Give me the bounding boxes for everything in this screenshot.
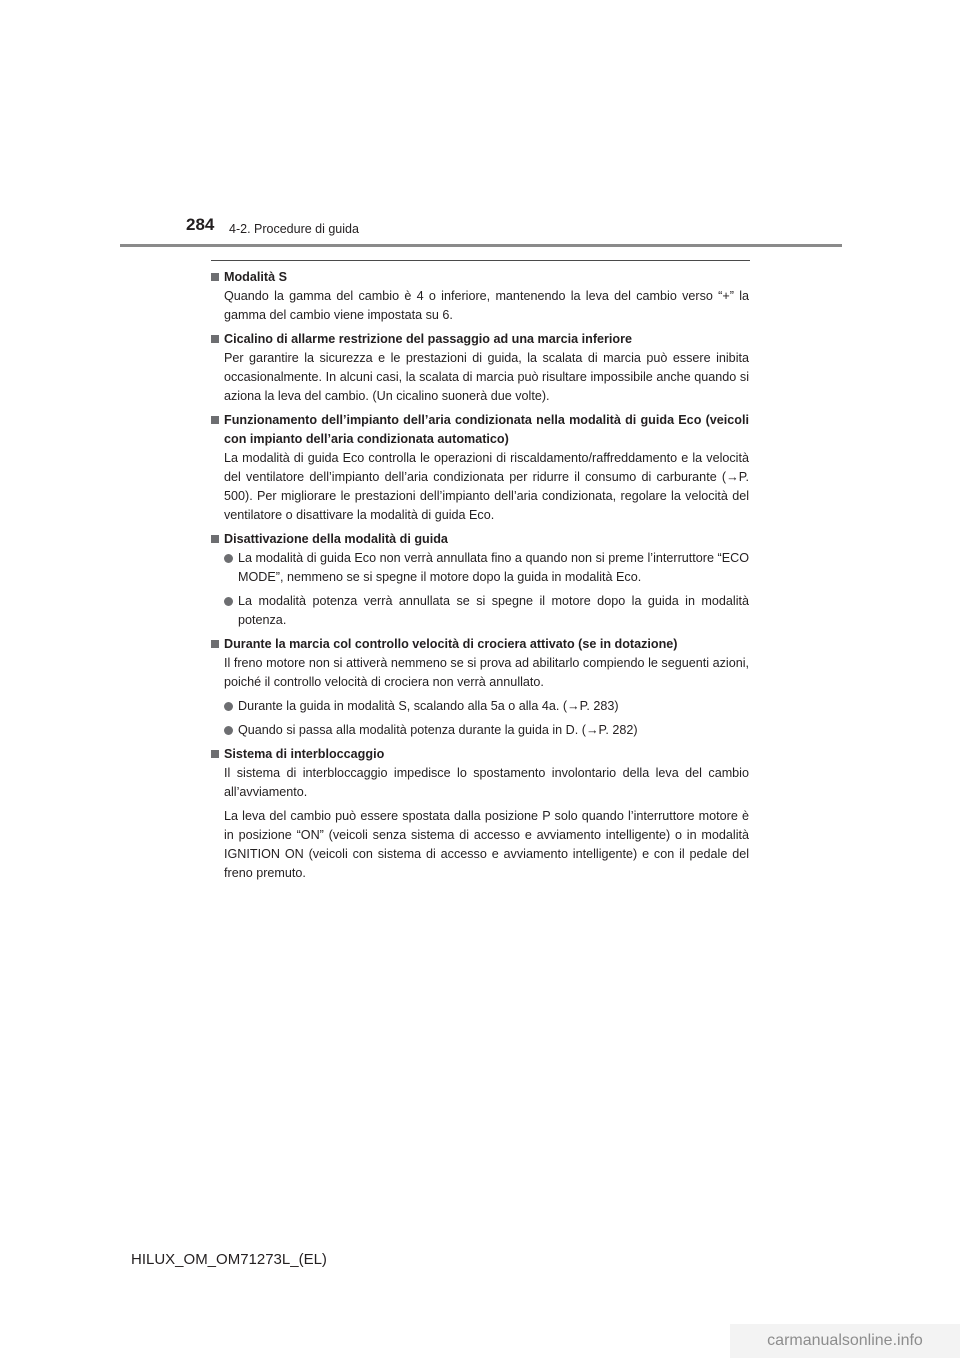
section-rule <box>211 260 750 261</box>
square-bullet-icon <box>211 335 219 343</box>
chapter-title: 4-2. Procedure di guida <box>229 222 359 236</box>
paragraph: Per garantire la sicurezza e le prestazioni di guida, la scalata di marcia può essere inibita occasionalmente. In alcuni casi, la scalata di marcia può risultare impossibile anche quando si aziona la leva del cambio. (Un cicalino suonerà due volte). <box>224 351 749 403</box>
section-modalita-s <box>211 268 749 325</box>
footer-doc-code: HILUX_OM_OM71273L_(EL) <box>131 1251 327 1268</box>
round-bullet-icon <box>224 554 233 563</box>
square-bullet-icon <box>211 416 219 424</box>
section-title: Sistema di interbloccaggio <box>224 747 385 761</box>
list-item-text: Quando si passa alla modalità potenza durante la guida in D. (→P. 282) <box>238 723 638 737</box>
square-bullet-icon <box>211 535 219 543</box>
section-sistema-interbloccaggio <box>211 745 749 883</box>
square-bullet-icon <box>211 640 219 648</box>
section-title: Funzionamento dell’impianto dell’aria condizionata nella modalità di guida Eco (veicoli con impianto dell’aria condizionata automatico) <box>224 413 749 446</box>
paragraph: La leva del cambio può essere spostata dalla posizione P solo quando l’interruttore motore è in posizione “ON” (veicoli senza sistema di accesso e avviamento intelligente) o in modalità IGNITION ON (veicoli con sistema di accesso e avviamento intelligente) e con il pedale del freno premuto. <box>224 809 749 880</box>
section-cicalino-allarme <box>211 330 749 406</box>
section-aria-condizionata-eco <box>211 411 749 525</box>
paragraph: Quando la gamma del cambio è 4 o inferiore, mantenendo la leva del cambio verso “+” la gamma del cambio viene impostata su 6. <box>224 289 749 322</box>
paragraph: La modalità di guida Eco controlla le operazioni di riscaldamento/raffreddamento e la velocità del ventilatore dell’impianto dell’aria condizionata per ridurre il consumo di carburante (→P. 500). Per migliorare le prestazioni dell’impianto dell’aria condizionata, regolare la velocità del ventilatore o disattivare la modalità di guida Eco. <box>224 451 749 522</box>
list-item <box>224 721 749 740</box>
watermark[interactable]: carmanualsonline.info <box>730 1324 960 1358</box>
section-controllo-velocita-crociera <box>211 635 749 740</box>
list-item <box>224 697 749 716</box>
section-title: Durante la marcia col controllo velocità di crociera attivato (se in dotazione) <box>224 637 678 651</box>
round-bullet-icon <box>224 702 233 711</box>
section-title: Cicalino di allarme restrizione del passaggio ad una marcia inferiore <box>224 332 633 346</box>
square-bullet-icon <box>211 273 219 281</box>
header-rule <box>120 244 842 247</box>
list-item-text: La modalità potenza verrà annullata se si spegne il motore dopo la guida in modalità potenza. <box>238 594 749 627</box>
round-bullet-icon <box>224 597 233 606</box>
page-content <box>211 268 749 888</box>
section-title: Modalità S <box>224 270 287 284</box>
list-item <box>224 549 749 587</box>
square-bullet-icon <box>211 750 219 758</box>
list-item <box>224 592 749 630</box>
paragraph: Il freno motore non si attiverà nemmeno se si prova ad abilitarlo compiendo le seguenti azioni, poiché il controllo velocità di crociera non verrà annullato. <box>224 656 749 689</box>
page-number: 284 <box>186 215 215 234</box>
section-title: Disattivazione della modalità di guida <box>224 532 448 546</box>
list-item-text: Durante la guida in modalità S, scalando alla 5a o alla 4a. (→P. 283) <box>238 699 619 713</box>
round-bullet-icon <box>224 726 233 735</box>
list-item-text: La modalità di guida Eco non verrà annullata fino a quando non si preme l’interruttore “ECO MODE”, nemmeno se si spegne il motore dopo la guida in modalità Eco. <box>238 551 749 584</box>
paragraph: Il sistema di interbloccaggio impedisce lo spostamento involontario della leva del cambio all’avviamento. <box>224 766 749 799</box>
section-disattivazione-modalita <box>211 530 749 630</box>
